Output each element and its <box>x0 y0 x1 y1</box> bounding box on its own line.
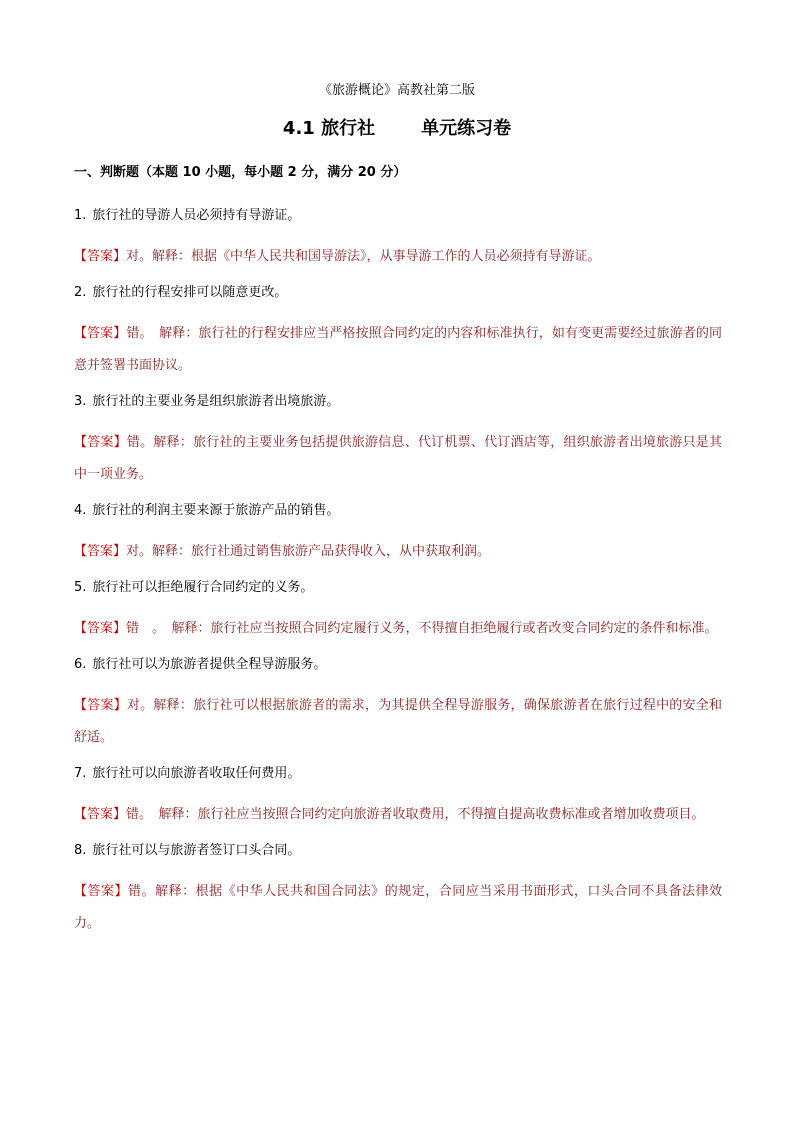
question-text: 旅行社可以拒绝履行合同约定的义务。 <box>92 580 314 595</box>
document-subtitle: 《旅游概论》高教社第二版 <box>318 83 475 98</box>
answer-text: 错。 解释：旅行社应当按照合同约定向旅游者收取费用，不得擅自提高收费标准或者增加收费项目。 <box>126 807 705 822</box>
question-item-4 <box>74 501 722 568</box>
question <box>74 283 722 303</box>
question <box>74 392 722 412</box>
question <box>74 764 722 784</box>
answer-tag: 【答案】 <box>74 884 129 899</box>
question <box>74 501 722 521</box>
question-item-5 <box>74 578 722 645</box>
title-exercise: 单元练习卷 <box>421 118 512 139</box>
answer-text: 对。解释：旅行社通过销售旅游产品获得收入，从中获取利润。 <box>126 544 491 559</box>
question-item-8 <box>74 841 722 940</box>
document-content <box>74 163 722 950</box>
answer-text: 错。解释：根据《中华人民共和国合同法》的规定，合同应当采用书面形式，口头合同不具备法律效力。 <box>74 884 722 931</box>
question-number: 8. <box>74 843 87 858</box>
question-number: 5. <box>74 580 87 595</box>
answer <box>74 536 722 568</box>
answer-text: 错 。 解释：旅行社应当按照合同约定履行义务，不得擅自拒绝履行或者改变合同约定的条件和标准。 <box>126 621 718 636</box>
title-chapter: 4.1 旅行社 <box>282 118 376 139</box>
answer <box>74 241 722 273</box>
question <box>74 655 722 675</box>
answer-tag: 【答案】 <box>74 326 127 341</box>
section-heading: 一、判断题（本题 10 小题，每小题 2 分，满分 20 分） <box>74 165 407 180</box>
question-item-7 <box>74 764 722 831</box>
question-item-2 <box>74 283 722 382</box>
question-number: 6. <box>74 657 87 672</box>
answer-text: 错。解释：旅行社的主要业务包括提供旅游信息、代订机票、代订酒店等，组织旅游者出境旅游只是其中一项业务。 <box>74 435 722 482</box>
answer <box>74 613 722 645</box>
question <box>74 206 722 226</box>
answer-tag: 【答案】 <box>74 544 127 559</box>
answer-tag: 【答案】 <box>74 435 127 450</box>
answer-text: 错。 解释：旅行社的行程安排应当严格按照合同约定的内容和标准执行，如有变更需要经过旅游者的同意并签署书面协议。 <box>74 326 722 373</box>
answer <box>74 799 722 831</box>
question-text: 旅行社可以向旅游者收取任何费用。 <box>92 766 301 781</box>
question-text: 旅行社的行程安排可以随意更改。 <box>92 285 288 300</box>
document-title <box>0 116 794 142</box>
question <box>74 841 722 861</box>
answer <box>74 690 722 754</box>
question-item-1 <box>74 206 722 273</box>
question-item-6 <box>74 655 722 754</box>
answer-text: 对。解释：根据《中华人民共和国导游法》，从事导游工作的人员必须持有导游证。 <box>126 249 601 264</box>
question-text: 旅行社的利润主要来源于旅游产品的销售。 <box>92 503 340 518</box>
question-text: 旅行社可以为旅游者提供全程导游服务。 <box>92 657 327 672</box>
question <box>74 578 722 598</box>
question-number: 2. <box>74 285 87 300</box>
answer-tag: 【答案】 <box>74 621 127 636</box>
question-item-3 <box>74 392 722 491</box>
question-text: 旅行社的主要业务是组织旅游者出境旅游。 <box>92 394 340 409</box>
question-number: 4. <box>74 503 87 518</box>
answer-tag: 【答案】 <box>74 249 127 264</box>
question-number: 3. <box>74 394 87 409</box>
question-number: 1. <box>74 208 87 223</box>
answer <box>74 427 722 491</box>
answer-tag: 【答案】 <box>74 698 127 713</box>
question-text: 旅行社的导游人员必须持有导游证。 <box>92 208 301 223</box>
answer-text: 对。解释：旅行社可以根据旅游者的需求，为其提供全程导游服务，确保旅游者在旅行过程中的安全和舒适。 <box>74 698 722 745</box>
question-number: 7. <box>74 766 87 781</box>
question-text: 旅行社可以与旅游者签订口头合同。 <box>92 843 301 858</box>
answer <box>74 876 722 940</box>
answer <box>74 318 722 382</box>
answer-tag: 【答案】 <box>74 807 127 822</box>
